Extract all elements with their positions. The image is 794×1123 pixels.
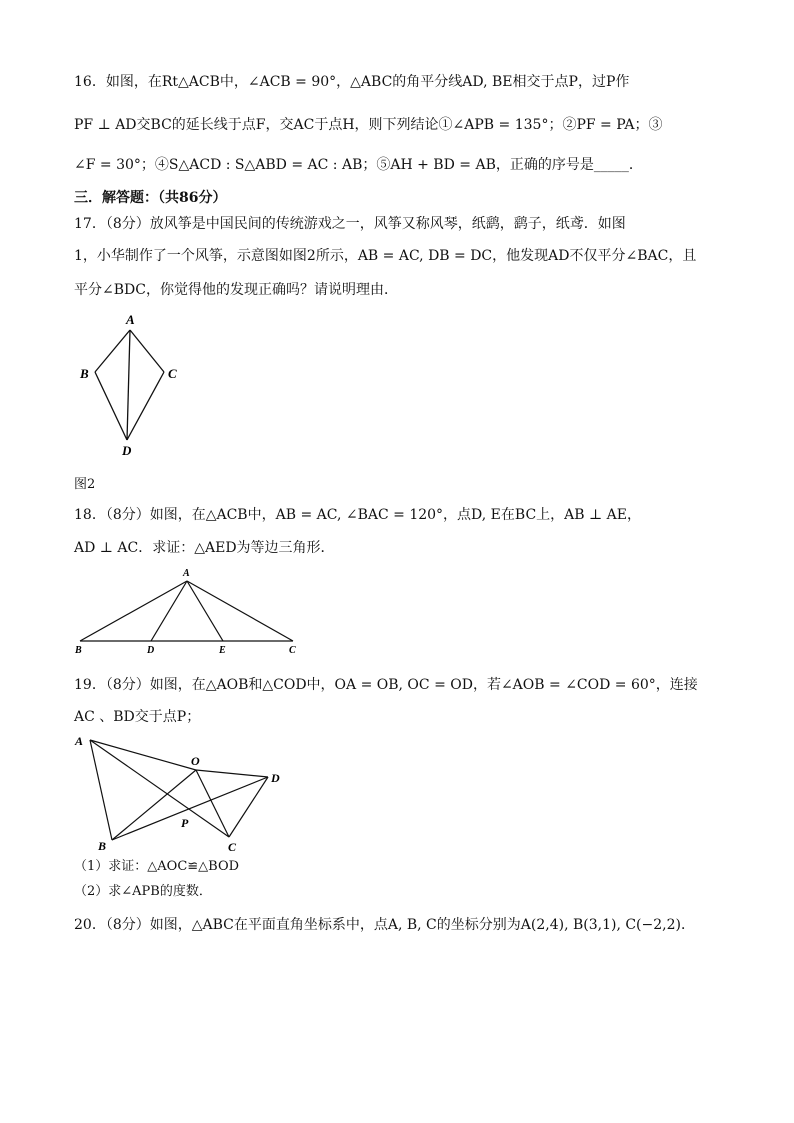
triangle-label-c: C [289, 645, 296, 656]
q17-line1: 17．（8分）放风筝是中国民间的传统游戏之一，风筝又称风琴，纸鹞，鹞子，纸鸢．如图 [74, 216, 626, 232]
rotation-label-b: B [98, 839, 107, 853]
q19-subquestion-2: （2）求∠APB的度数． [74, 884, 212, 899]
rotation-figure [74, 730, 294, 855]
rotation-label-d: D [271, 771, 280, 785]
rotation-edge-ao [90, 740, 196, 770]
q19-line2: AC 、BD交于点P； [74, 709, 201, 725]
triangle-label-a: A [183, 568, 190, 579]
triangle-segment-ad [151, 581, 187, 641]
kite-label-c: C [168, 366, 177, 381]
kite-edge-ac [130, 330, 164, 372]
triangle-figure [74, 565, 314, 657]
q17-line3: 平分∠BDC，你觉得他的发现正确吗？请说明理由． [74, 282, 398, 298]
section-heading: 三．解答题：（共86分） [74, 190, 227, 206]
q18-line1: 18．（8分）如图，在△ACB中，AB = AC, ∠BAC = 120°，点D, E在BC上，AB ⊥ AE， [74, 507, 641, 523]
rotation-edge-cd [229, 777, 268, 837]
q20-line1: 20．（8分）如图，△ABC在平面直角坐标系中，点A, B, C的坐标分别为A(2,4), B(3,1), C(−2,2)． [74, 917, 695, 933]
q18-line2: AD ⊥ AC．求证：△AED为等边三角形． [74, 540, 335, 556]
rotation-label-p: P [181, 816, 189, 830]
kite-diagonal-ad [127, 330, 130, 440]
rotation-edge-od [196, 770, 268, 777]
triangle-edge-ab [80, 581, 187, 641]
rotation-label-a: A [75, 734, 84, 748]
rotation-label-c: C [228, 840, 237, 854]
q17-line2: 1，小华制作了一个风筝，示意图如图2所示，AB = AC, DB = DC，他发现AD不仅平分∠BAC，且 [74, 248, 697, 264]
rotation-segment-bd [112, 777, 268, 840]
kite-label-b: B [80, 366, 89, 381]
figure-2-caption: 图2 [74, 477, 96, 492]
q16-line2: PF ⊥ AD交BC的延长线于点F，交AC于点H，则下列结论①∠APB = 135°；②PF = PA；③ [74, 117, 663, 133]
triangle-label-e: E [219, 645, 226, 656]
q19-subquestion-1: （1）求证：△AOC≌△BOD [74, 859, 240, 874]
rotation-edge-ab [90, 740, 112, 840]
kite-edge-bd [95, 372, 127, 440]
q16-line1: 16．如图，在Rt△ACB中，∠ACB = 90°，△ABC的角平分线AD, BE相交于点P，过P作 [74, 74, 630, 90]
kite-label-a: A [126, 312, 135, 327]
triangle-edge-ac [187, 581, 293, 641]
kite-edge-ab [95, 330, 130, 372]
kite-figure [74, 310, 194, 460]
triangle-label-d: D [147, 645, 155, 656]
rotation-label-o: O [191, 754, 200, 768]
triangle-label-b: B [75, 645, 82, 656]
q16-line3: ∠F = 30°；④S△ACD : S△ABD = AC : AB；⑤AH + BD = AB，正确的序号是_____． [74, 157, 643, 173]
rotation-segment-ac [90, 740, 229, 837]
kite-edge-cd [127, 372, 164, 440]
triangle-segment-ae [187, 581, 223, 641]
kite-label-d: D [122, 443, 132, 458]
q19-line1: 19．（8分）如图，在△AOB和△COD中，OA = OB, OC = OD，若∠AOB = ∠COD = 60°，连接 [74, 677, 698, 693]
